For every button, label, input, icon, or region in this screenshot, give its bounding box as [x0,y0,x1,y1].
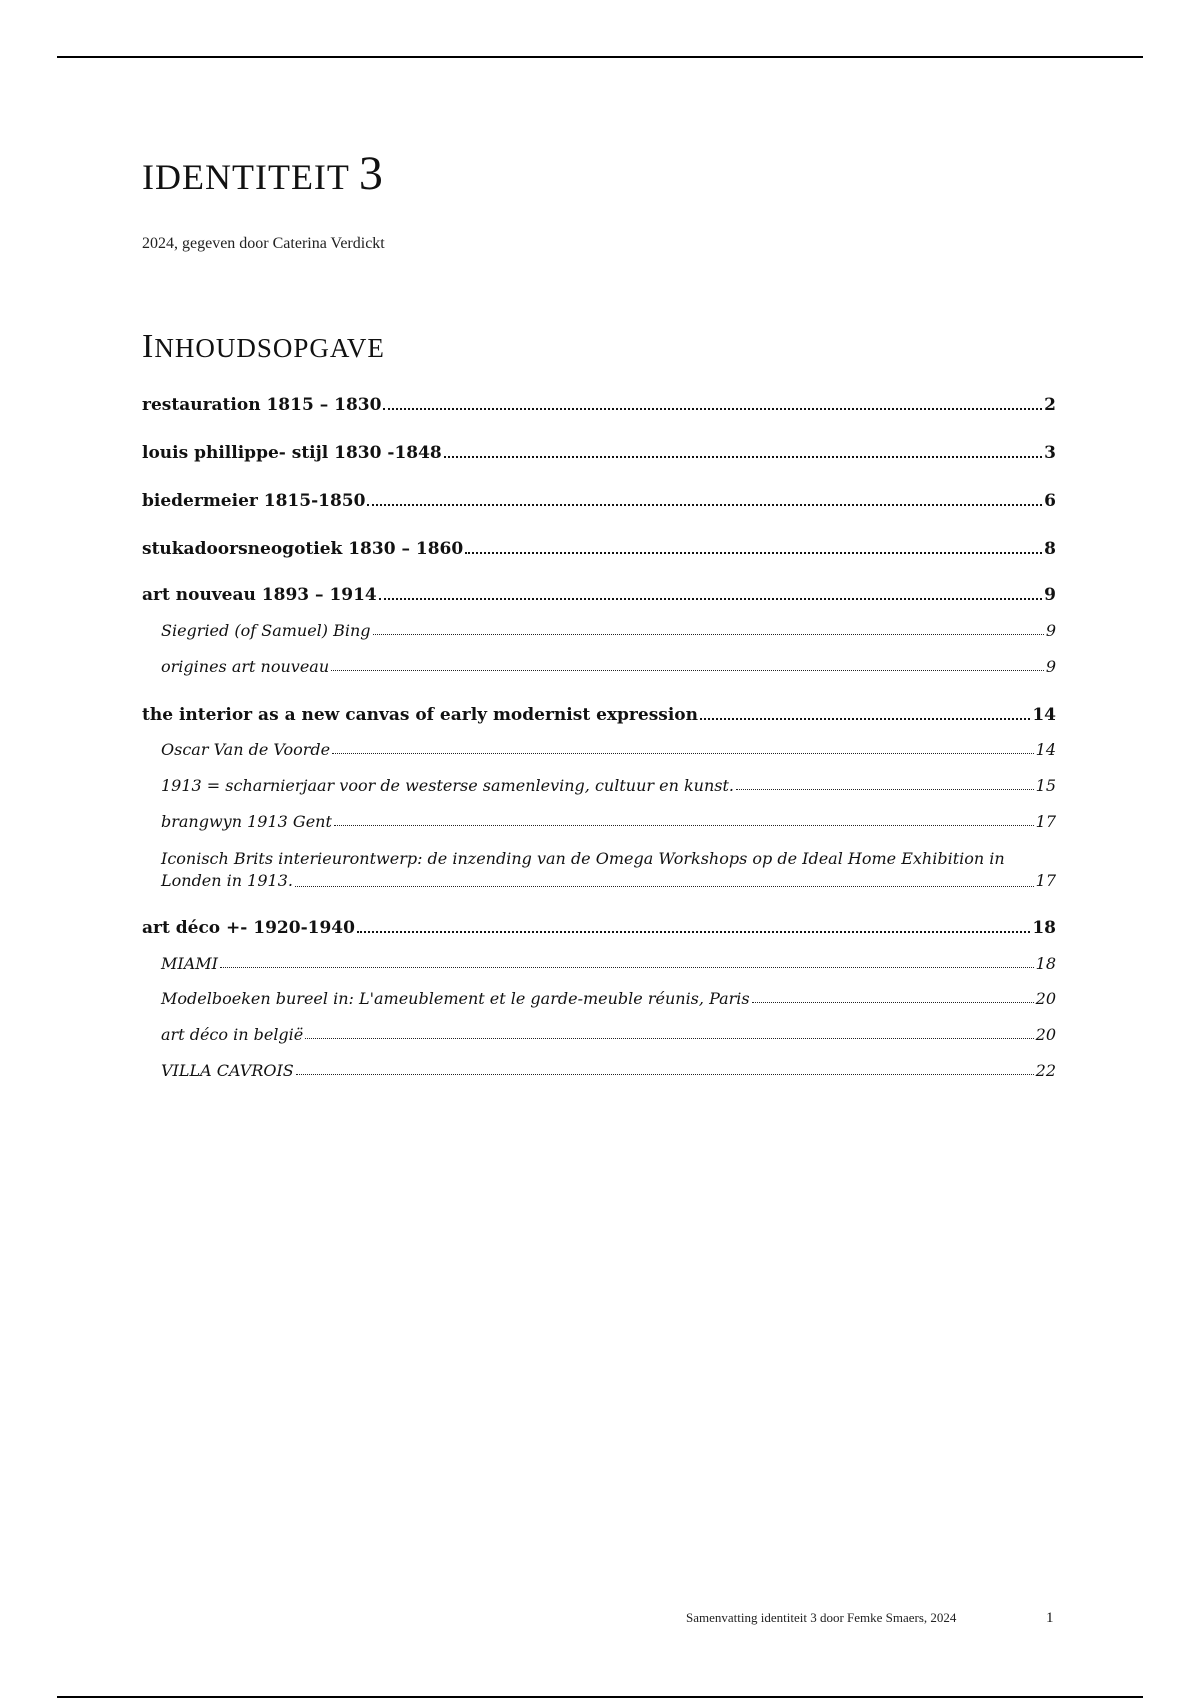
toc-entry-page: 3 [1044,443,1056,463]
toc-entry-page: 14 [1035,740,1056,759]
toc-heading [142,330,385,364]
toc-subentry[interactable] [142,954,1056,973]
footer-page-number: 1 [1046,1610,1054,1626]
toc-entry-page: 20 [1035,989,1056,1008]
toc-entry[interactable] [142,539,1056,559]
toc-leader [305,1037,1033,1039]
toc-subentry[interactable] [142,657,1056,676]
title-text: IDENTITEIT [142,157,350,197]
toc-entry[interactable] [142,443,1056,463]
toc-subentry[interactable] [142,989,1056,1008]
toc-entry-text: restauration 1815 – 1830 [142,395,382,415]
toc-entry-page: 18 [1035,954,1056,973]
toc-entry-page: 20 [1035,1025,1056,1044]
toc-heading-initial: I [142,328,155,365]
toc-entry-text: biedermeier 1815-1850 [142,491,366,511]
toc-entry-line2 [161,870,1056,892]
toc-entry-text: brangwyn 1913 Gent [161,812,332,831]
toc-entry-page: 15 [1035,776,1056,795]
toc-entry-page: 18 [1032,918,1056,938]
toc-entry-text: origines art nouveau [161,657,330,676]
toc-entry-text: art déco +- 1920-1940 [142,918,355,938]
toc-leader [736,788,1034,790]
toc-leader [379,597,1042,600]
toc-entry-text: MIAMI [161,954,218,973]
toc-subentry[interactable] [142,776,1056,795]
toc-entry-page: 6 [1044,491,1056,511]
toc-entry-page: 22 [1035,1061,1056,1080]
toc-leader [700,717,1030,720]
toc-entry-page: 14 [1032,705,1056,725]
toc-entry-text: Siegried (of Samuel) Bing [161,621,371,640]
toc-leader [444,455,1042,458]
toc-leader [220,966,1034,968]
toc-leader [334,824,1034,826]
footer-text: Samenvatting identiteit 3 door Femke Smaers, 2024 [686,1610,957,1625]
footer-rule [57,1696,1143,1698]
toc-leader [295,885,1034,887]
toc-leader [373,633,1044,635]
toc-entry-text: Iconisch Brits interieurontwerp: de inzending van de Omega Workshops op de Ideal Home Exhibition in [161,849,1005,868]
toc-entry-text: the interior as a new canvas of early modernist expression [142,705,699,725]
toc-entry-text: stukadoorsneogotiek 1830 – 1860 [142,539,464,559]
toc-leader [367,503,1042,506]
toc-leader [296,1073,1034,1075]
toc-subentry[interactable] [142,740,1056,759]
toc-entry-page: 8 [1044,539,1056,559]
header-rule [57,56,1143,58]
toc-entry-page: 9 [1045,621,1056,640]
toc-heading-rest: NHOUDSOPGAVE [154,333,385,363]
toc-subentry[interactable] [142,848,1056,892]
title-number: 3 [358,147,384,200]
toc-subentry[interactable] [142,812,1056,831]
toc-leader [752,1001,1034,1003]
toc-subentry[interactable] [142,1025,1056,1044]
toc-entry-text: Modelboeken bureel in: L'ameublement et le garde-meuble réunis, Paris [161,989,750,1008]
toc-leader [331,669,1044,671]
toc-entry-text: VILLA CAVROIS [161,1061,294,1080]
toc-entry[interactable] [142,491,1056,511]
toc-entry-text: art déco in belgië [161,1025,304,1044]
document-title [142,147,384,200]
toc-entry[interactable] [142,918,1056,938]
toc-leader [332,752,1034,754]
toc-leader [357,930,1030,933]
toc-entry[interactable] [142,395,1056,415]
toc-leader [383,407,1042,410]
toc-leader [465,551,1042,554]
toc-entry-page: 17 [1035,871,1056,890]
toc-entry-text: louis phillippe- stijl 1830 -1848 [142,443,442,463]
toc-entry-page: 9 [1045,657,1056,676]
toc-subentry[interactable] [142,1061,1056,1080]
toc-entry-text: 1913 = scharnierjaar voor de westerse samenleving, cultuur en kunst. [161,776,734,795]
toc-entry[interactable] [142,705,1056,725]
toc-entry-page: 2 [1044,395,1056,415]
toc-subentry[interactable] [142,621,1056,640]
toc-entry-text: Oscar Van de Voorde [161,740,331,759]
toc-entry[interactable] [142,585,1056,605]
toc-entry-text-continued: Londen in 1913. [161,871,293,890]
toc-entry-text: art nouveau 1893 – 1914 [142,585,377,605]
document-subtitle: 2024, gegeven door Caterina Verdickt [142,235,385,252]
toc-entry-page: 17 [1035,812,1056,831]
toc-entry-page: 9 [1044,585,1056,605]
